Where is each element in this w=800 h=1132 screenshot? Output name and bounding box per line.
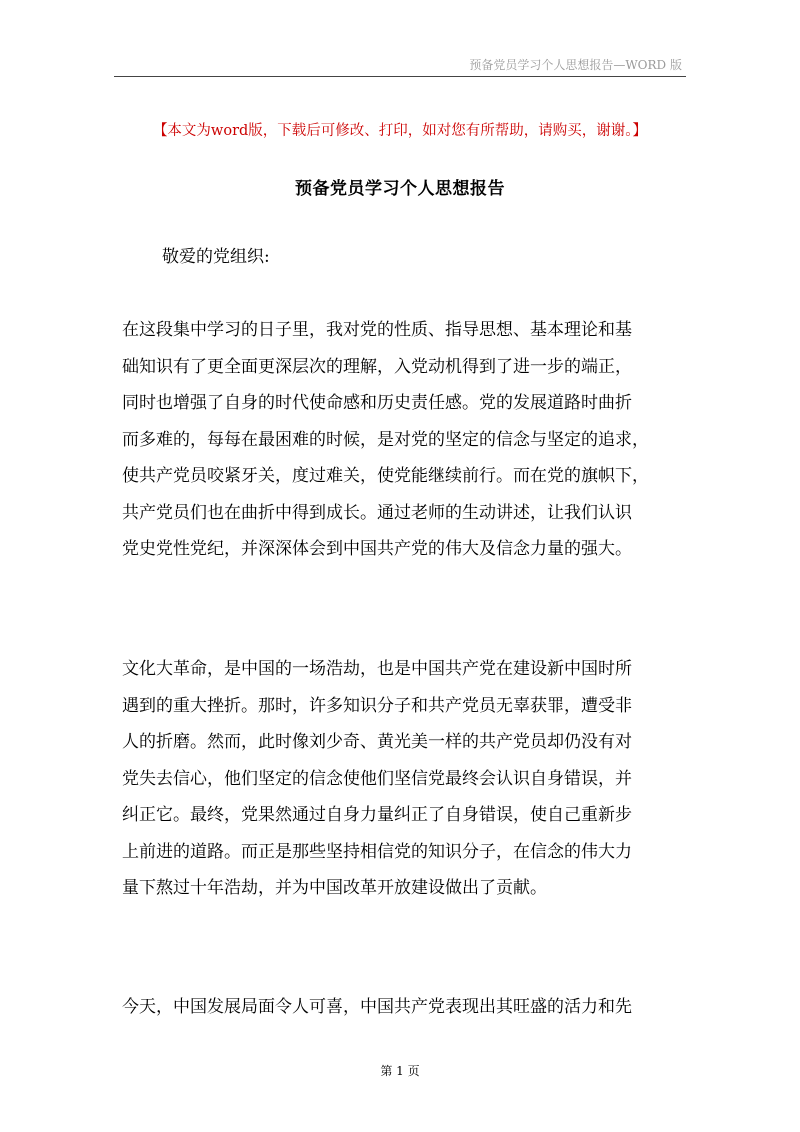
paragraph-line: 遇到的重大挫折。那时，许多知识分子和共产党员无辜获罪，遭受非 xyxy=(122,695,632,716)
paragraph-line: 党失去信心，他们坚定的信念使他们坚信党最终会认识自身错误，并 xyxy=(122,768,632,789)
paragraph-line: 纠正它。最终，党果然通过自身力量纠正了自身错误，使自己重新步 xyxy=(122,805,632,825)
paragraph-line: 量下熬过十年浩劫，并为中国改革开放建设做出了贡献。 xyxy=(122,878,547,898)
header-divider xyxy=(114,76,686,77)
paragraph-line: 在这段集中学习的日子里，我对党的性质、指导思想、基本理论和基 xyxy=(122,320,632,340)
salutation: 敬爱的党组织: xyxy=(162,247,270,267)
paragraph-line: 文化大革命，是中国的一场浩劫，也是中国共产党在建设新中国时所 xyxy=(122,659,632,679)
page-number: 第 1 页 xyxy=(380,1064,420,1078)
paragraph-line: 党史党性党纪，并深深体会到中国共产党的伟大及信念力量的强大。 xyxy=(122,539,632,559)
paragraph-line: 今天，中国发展局面令人可喜，中国共产党表现出其旺盛的活力和先 xyxy=(122,997,632,1017)
document-title: 预备党员学习个人思想报告 xyxy=(295,179,505,199)
body-paragraph xyxy=(122,651,678,907)
paragraph-line: 共产党员们也在曲折中得到成长。通过老师的生动讲述，让我们认识 xyxy=(122,502,632,523)
paragraph-line: 础知识有了更全面更深层次的理解，入党动机得到了进一步的端正， xyxy=(122,356,632,377)
download-notice: 【本文为word版，下载后可修改、打印，如对您有所帮助，请购买，谢谢。】 xyxy=(152,123,648,139)
paragraph-line: 使共产党员咬紧牙关，度过难关，使党能继续前行。而在党的旗帜下， xyxy=(122,466,649,486)
body-paragraph xyxy=(122,312,678,568)
paragraph-line: 人的折磨。然而，此时像刘少奇、黄光美一样的共产党员却仍没有对 xyxy=(122,732,632,752)
paragraph-line: 上前进的道路。而正是那些坚持相信党的知识分子，在信念的伟大力 xyxy=(122,841,632,862)
body-paragraph xyxy=(122,989,678,1026)
running-header: 预备党员学习个人思想报告—WORD 版 xyxy=(469,58,682,72)
paragraph-line: 同时也增强了自身的时代使命感和历史责任感。党的发展道路时曲折 xyxy=(122,393,632,413)
paragraph-line: 而多难的，每每在最困难的时候，是对党的坚定的信念与坚定的追求， xyxy=(122,429,649,450)
